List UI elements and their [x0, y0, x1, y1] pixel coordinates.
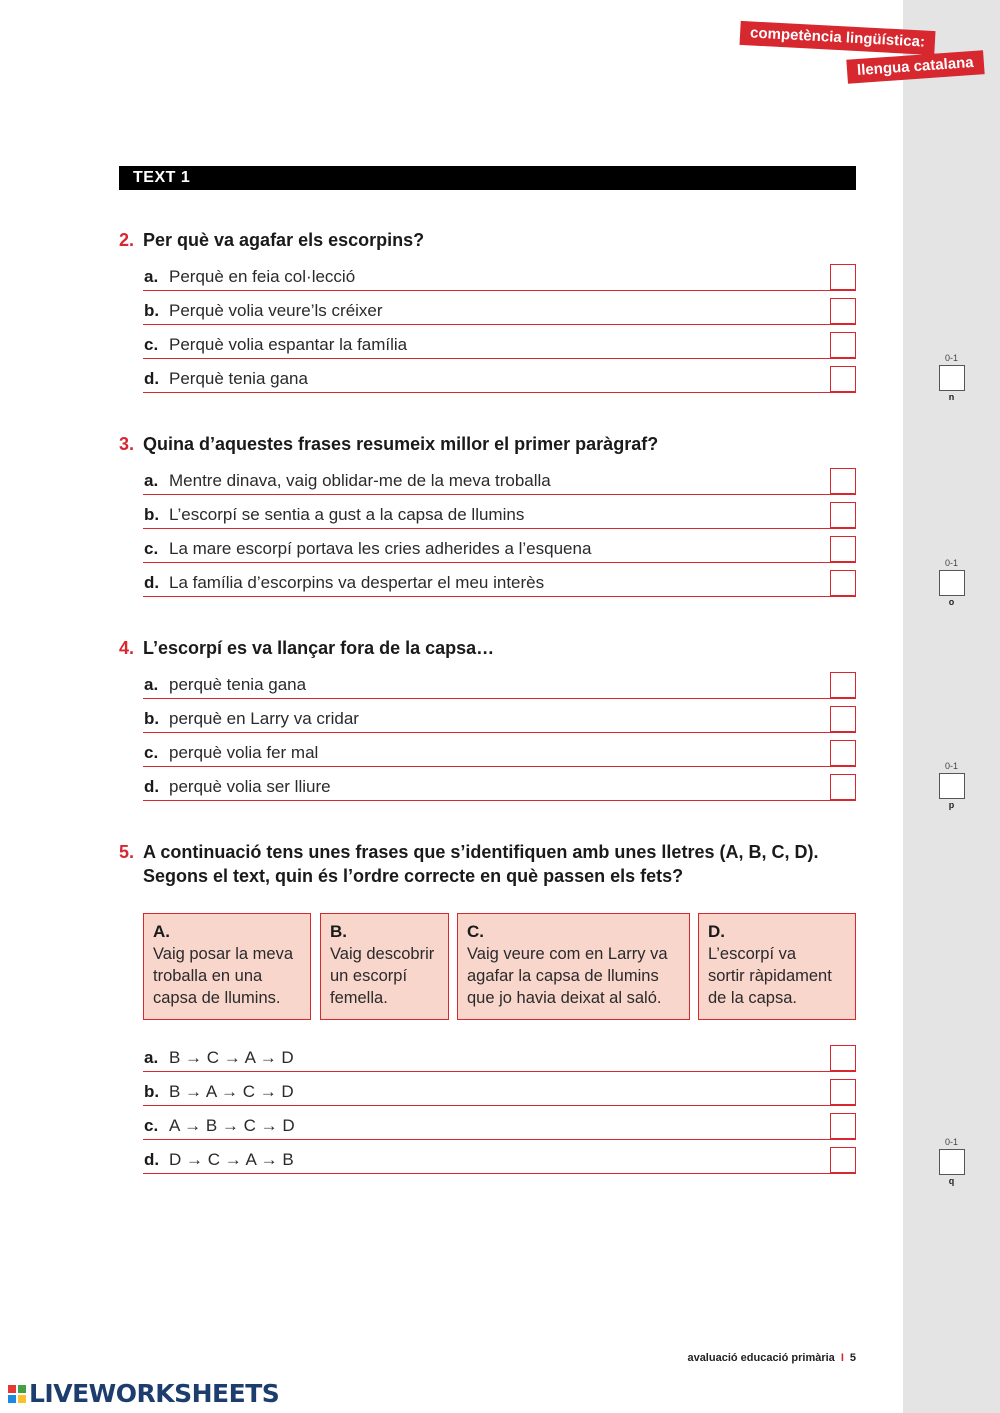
option-row [143, 1038, 856, 1072]
option-row [143, 495, 856, 529]
card-line: Vaig veure com en Larry va [467, 945, 668, 963]
card-line: capsa de llumins. [153, 989, 281, 1007]
option-row [143, 1072, 856, 1106]
answer-checkbox[interactable] [830, 1079, 856, 1105]
question-2-options [143, 257, 856, 393]
option-letter: b. [144, 1082, 160, 1101]
score-input[interactable] [939, 365, 965, 391]
question-title [119, 840, 879, 888]
option-letter: b. [144, 301, 160, 320]
event-card-a [143, 913, 311, 1020]
question-3-options [143, 461, 856, 597]
answer-checkbox[interactable] [830, 332, 856, 358]
score-range: 0-1 [944, 1137, 958, 1147]
card-line: un escorpí [330, 967, 408, 985]
answer-checkbox[interactable] [830, 1147, 856, 1173]
page-number: 5 [849, 1352, 856, 1364]
score-range: 0-1 [944, 353, 958, 363]
option-letter: d. [144, 1150, 160, 1169]
footer-label: avaluació educació primària [687, 1352, 835, 1364]
answer-checkbox[interactable] [830, 536, 856, 562]
option-letter: d. [144, 369, 160, 388]
option-text: La família d’escorpins va despertar el meu interès [169, 573, 545, 592]
option-text: A → B → C → D [169, 1116, 295, 1135]
score-letter: q [948, 1176, 955, 1186]
answer-checkbox[interactable] [830, 1113, 856, 1139]
option-text: Perquè tenia gana [169, 369, 308, 388]
logo-grid-icon [8, 1385, 26, 1403]
option-text: D → C → A → B [169, 1150, 294, 1169]
event-card-d [698, 913, 856, 1020]
score-box-p [938, 761, 965, 811]
option-text: perquè volia ser lliure [169, 777, 331, 796]
score-box-o [938, 558, 965, 608]
card-line: sortir ràpidament [708, 967, 832, 985]
answer-checkbox[interactable] [830, 298, 856, 324]
event-card-c [457, 913, 690, 1020]
card-letter: D. [708, 922, 725, 941]
option-row [143, 325, 856, 359]
option-row [143, 767, 856, 801]
score-box-n [938, 353, 965, 403]
score-input[interactable] [939, 1149, 965, 1175]
card-letter: C. [467, 922, 484, 941]
option-text: Perquè volia espantar la família [169, 335, 408, 354]
option-letter: a. [144, 267, 159, 286]
option-text: perquè tenia gana [169, 675, 307, 694]
question-title [119, 636, 879, 660]
logo-text: LIVEWORKSHEETS [29, 1379, 280, 1408]
option-letter: a. [144, 675, 159, 694]
score-sidebar [903, 0, 1000, 1413]
option-letter: c. [144, 539, 159, 558]
option-row [143, 733, 856, 767]
option-row [143, 461, 856, 495]
option-text: B → A → C → D [169, 1082, 294, 1101]
option-row [143, 529, 856, 563]
answer-checkbox[interactable] [830, 468, 856, 494]
option-letter: c. [144, 1116, 159, 1135]
event-card-b [320, 913, 449, 1020]
question-title [119, 432, 879, 456]
card-letter: A. [153, 922, 170, 941]
option-row [143, 665, 856, 699]
card-line: agafar la capsa de llumins [467, 967, 659, 985]
option-row [143, 359, 856, 393]
option-row [143, 1106, 856, 1140]
answer-checkbox[interactable] [830, 570, 856, 596]
footer-separator: I [840, 1352, 844, 1364]
answer-checkbox[interactable] [830, 502, 856, 528]
score-letter: o [948, 597, 955, 607]
logo-square [8, 1385, 16, 1393]
option-row [143, 257, 856, 291]
card-line: de la capsa. [708, 989, 797, 1007]
option-text: perquè en Larry va cridar [169, 709, 359, 728]
card-line: Vaig posar la meva [153, 945, 294, 963]
question-number: 5. [119, 842, 135, 862]
option-row [143, 291, 856, 325]
question-5-options [143, 1038, 856, 1174]
option-text: La mare escorpí portava les cries adherides a l’esquena [169, 539, 592, 558]
card-line: Vaig descobrir [330, 945, 435, 963]
score-input[interactable] [939, 570, 965, 596]
option-text: Mentre dinava, vaig oblidar-me de la meva troballa [169, 471, 551, 490]
card-letter: B. [330, 922, 347, 941]
answer-checkbox[interactable] [830, 774, 856, 800]
question-text-line1: A continuació tens unes frases que s’identifiquen amb unes lletres (A, B, C, D). [143, 842, 819, 862]
option-letter: b. [144, 709, 160, 728]
question-text: Quina d’aquestes frases resumeix millor el primer paràgraf? [143, 434, 659, 454]
option-text: B → C → A → D [169, 1048, 294, 1067]
card-line: L’escorpí va [708, 945, 797, 963]
question-text [143, 840, 879, 888]
card-line: que jo havia deixat al saló. [467, 989, 662, 1007]
question-2 [119, 228, 879, 252]
option-letter: b. [144, 505, 160, 524]
score-input[interactable] [939, 773, 965, 799]
option-text: L’escorpí se sentia a gust a la capsa de llumins [169, 505, 525, 524]
question-text: Per què va agafar els escorpins? [143, 230, 425, 250]
option-text: perquè volia fer mal [169, 743, 319, 762]
card-line: troballa en una [153, 967, 263, 985]
option-text: Perquè volia veure’ls créixer [169, 301, 383, 320]
answer-checkbox[interactable] [830, 366, 856, 392]
answer-checkbox[interactable] [830, 706, 856, 732]
logo-square [18, 1385, 26, 1393]
logo-square [8, 1395, 16, 1403]
option-row [143, 1140, 856, 1174]
question-5 [119, 840, 879, 888]
section-title-bar: TEXT 1 [119, 166, 856, 190]
liveworksheets-logo [8, 1379, 279, 1408]
question-text-line2: Segons el text, quin és l’ordre correcte en què passen els fets? [143, 866, 684, 886]
score-range: 0-1 [944, 761, 958, 771]
option-text: Perquè en feia col·lecció [169, 267, 356, 286]
question-3 [119, 432, 879, 456]
answer-checkbox[interactable] [830, 1045, 856, 1071]
score-box-q [938, 1137, 965, 1187]
option-letter: d. [144, 777, 160, 796]
score-range: 0-1 [944, 558, 958, 568]
page-footer [687, 1352, 856, 1364]
option-row [143, 563, 856, 597]
question-title [119, 228, 879, 252]
question-4 [119, 636, 879, 660]
option-letter: a. [144, 1048, 159, 1067]
option-letter: c. [144, 743, 159, 762]
answer-checkbox[interactable] [830, 264, 856, 290]
subject-tag-line2: llengua catalana [846, 50, 984, 83]
score-letter: n [948, 392, 955, 402]
answer-checkbox[interactable] [830, 672, 856, 698]
subject-tag-line1: competència lingüística: [740, 21, 936, 55]
card-line: femella. [330, 989, 388, 1007]
question-number: 4. [119, 638, 135, 658]
question-text: L’escorpí es va llançar fora de la capsa… [143, 638, 495, 658]
question-number: 2. [119, 230, 135, 250]
event-cards [143, 913, 856, 1020]
option-letter: c. [144, 335, 159, 354]
option-letter: d. [144, 573, 160, 592]
logo-square [18, 1395, 26, 1403]
option-row [143, 699, 856, 733]
question-4-options [143, 665, 856, 801]
option-letter: a. [144, 471, 159, 490]
question-number: 3. [119, 434, 135, 454]
answer-checkbox[interactable] [830, 740, 856, 766]
score-letter: p [948, 800, 955, 810]
